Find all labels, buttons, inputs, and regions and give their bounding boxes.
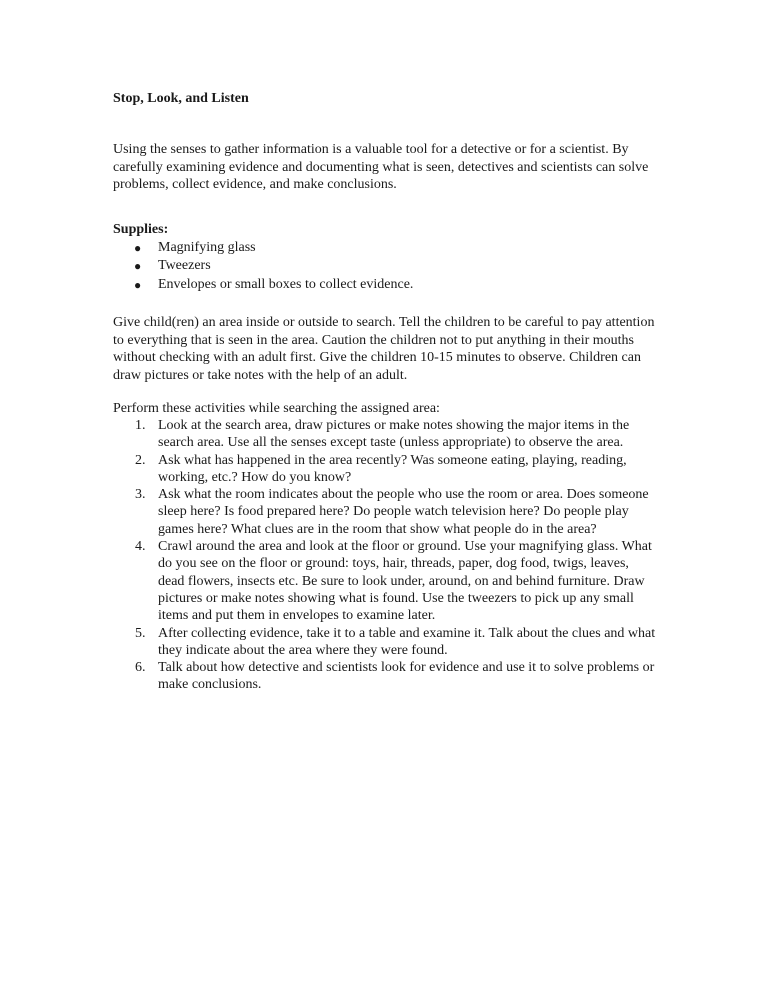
document-title: Stop, Look, and Listen <box>113 91 249 106</box>
activities-intro: Perform these activities while searching the assigned area: <box>113 401 440 416</box>
supplies-heading: Supplies: <box>113 221 169 237</box>
supplies-list <box>113 239 658 295</box>
activity-item: 3. Ask what the room indicates about the people who use the room or area. Does someone sleep here? Is food prepared here? Do people watch television here? Do people play games here? What clues are in the room that show what people do in the area? <box>135 487 649 537</box>
supplies-item: ● Tweezers <box>113 257 658 276</box>
instructions-paragraph: Give child(ren) an area inside or outside to search. Tell the children to be careful to pay attention to everything that is seen in the area. Caution the children not to put anything in their mouths without checking with an adult first. Give the children 10-15 minutes to observe. Children can draw pictures or take notes with the help of an adult. <box>113 315 655 383</box>
bullet-icon: ● <box>134 277 142 292</box>
document-page <box>113 90 658 694</box>
bullet-icon: ● <box>134 240 142 255</box>
bullet-icon: ● <box>134 259 142 273</box>
activity-item: 1. Look at the search area, draw pictures or make notes showing the major items in the search area. Use all the senses except taste (unless appropriate) to observe the area. <box>135 418 630 451</box>
supplies-item: ● Envelopes or small boxes to collect evidence. <box>113 276 658 295</box>
activity-item: 5. After collecting evidence, take it to a table and examine it. Talk about the clues and what they indicate about the area where they were found. <box>135 625 656 658</box>
intro-paragraph: Using the senses to gather information is a valuable tool for a detective or for a scientist. By carefully examining evidence and documenting what is seen, detectives and scientists can solve problems, collect evidence, and make conclusions. <box>113 142 649 192</box>
activity-item: 6. Talk about how detective and scientists look for evidence and use it to solve problems or make conclusions. <box>135 660 655 693</box>
supplies-item: ● Magnifying glass <box>113 239 658 258</box>
activities-list <box>113 417 658 694</box>
activity-item: 2. Ask what has happened in the area recently? Was someone eating, playing, reading, working, etc.? How do you know? <box>135 452 627 485</box>
activity-item: 4. Crawl around the area and look at the floor or ground. Use your magnifying glass. What do you see on the floor or ground: toys, hair, threads, paper, dog food, twigs, leaves, dead flowers, insects etc. Be sure to look under, around, on and behind furniture. Draw pictures or make notes showing what is found. Use the tweezers to pick up any small items and put them in envelopes to examine later. <box>135 539 652 624</box>
